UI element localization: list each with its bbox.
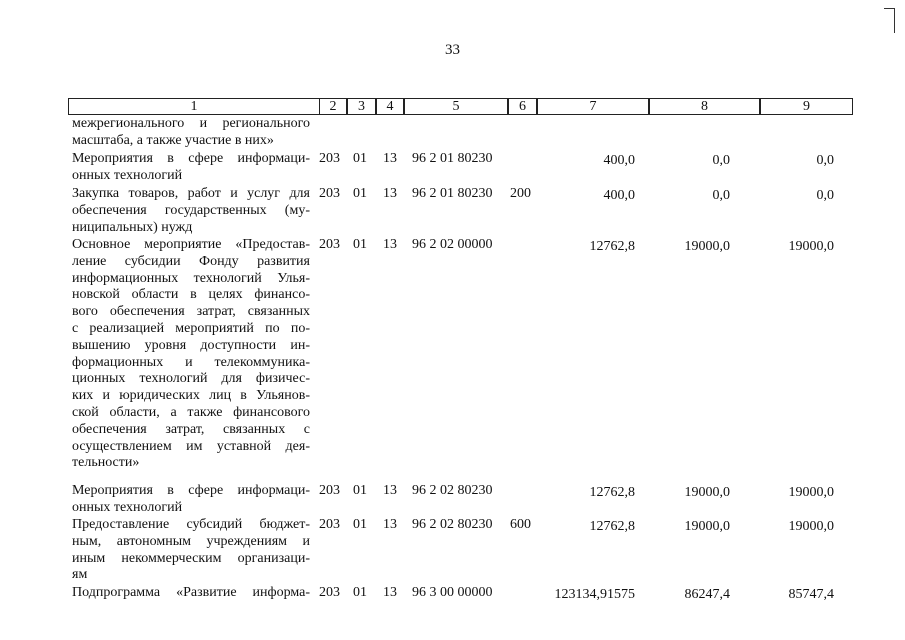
row-2-target-article-code: 96 2 01 80230: [412, 151, 493, 166]
row-2-amount-col9: 0,0: [816, 153, 834, 168]
name-line: Предоставление субсидий бюджет-: [72, 517, 310, 532]
row-3-subsection-code: 13: [383, 186, 397, 201]
row-5-grbs-code: 203: [319, 483, 340, 498]
row-5-subsection-code: 13: [383, 483, 397, 498]
row-3-amount-col8: 0,0: [712, 188, 730, 203]
row-3-grbs-code: 203: [319, 186, 340, 201]
row-7-amount-col8: 86247,4: [684, 587, 730, 602]
row-6-grbs-code: 203: [319, 517, 340, 532]
row-1-name: [72, 116, 310, 150]
header-cell-6: 6: [508, 98, 537, 115]
row-4-subsection-code: 13: [383, 237, 397, 252]
name-line: Мероприятия в сфере информаци-: [72, 483, 310, 498]
name-line: ям: [72, 567, 88, 583]
row-6-name: [72, 517, 310, 584]
header-cell-1: 1: [68, 98, 320, 115]
name-line: тельности»: [72, 455, 140, 471]
name-line: обеспечения государственных (му-: [72, 202, 310, 218]
header-cell-5: 5: [404, 98, 508, 115]
name-line: Подпрограмма «Развитие информа-: [72, 585, 310, 600]
name-line: с реализацией мероприятий по по-: [72, 320, 310, 336]
row-7-section-code: 01: [353, 585, 367, 600]
name-line: осуществлением им уставной дея-: [72, 438, 310, 454]
row-7-name: [72, 585, 310, 602]
name-line: Закупка товаров, работ и услуг для: [72, 186, 310, 201]
row-6-amount-col7: 12762,8: [589, 519, 635, 534]
row-2-grbs-code: 203: [319, 151, 340, 166]
row-5-target-article-code: 96 2 02 80230: [412, 483, 493, 498]
name-line: Мероприятия в сфере информаци-: [72, 151, 310, 166]
row-4-amount-col9: 19000,0: [788, 239, 834, 254]
row-2-amount-col7: 400,0: [603, 153, 635, 168]
header-cell-4: 4: [376, 98, 404, 115]
row-7-grbs-code: 203: [319, 585, 340, 600]
name-line: иным некоммерческим организаци-: [72, 550, 310, 566]
name-line: ниципальных) нужд: [72, 219, 193, 235]
row-2-amount-col8: 0,0: [712, 153, 730, 168]
name-line: онных технологий: [72, 167, 183, 183]
row-4-name: [72, 237, 310, 472]
row-6-target-article-code: 96 2 02 80230: [412, 517, 493, 532]
name-line: ких и юридических лиц в Ульянов-: [72, 388, 310, 404]
page-corner-mark: [884, 8, 895, 33]
name-line: ным, автономным учреждениям и: [72, 533, 310, 549]
name-line: формационных и телекоммуника-: [72, 354, 310, 370]
name-line: вого обеспечения затрат, связанных: [72, 304, 310, 320]
row-6-subsection-code: 13: [383, 517, 397, 532]
header-cell-3: 3: [347, 98, 376, 115]
row-7-amount-col7: 123134,91575: [554, 587, 635, 602]
row-4-amount-col8: 19000,0: [684, 239, 730, 254]
row-4-amount-col7: 12762,8: [589, 239, 635, 254]
header-cell-8: 8: [649, 98, 760, 115]
row-2-subsection-code: 13: [383, 151, 397, 166]
name-line: ской области, а также финансового: [72, 404, 310, 420]
row-2-section-code: 01: [353, 151, 367, 166]
row-6-amount-col8: 19000,0: [684, 519, 730, 534]
name-line: ление субсидии Фонду развития: [72, 253, 310, 269]
row-4-target-article-code: 96 2 02 00000: [412, 237, 493, 252]
row-3-section-code: 01: [353, 186, 367, 201]
row-3-amount-col9: 0,0: [816, 188, 834, 203]
row-3-amount-col7: 400,0: [603, 188, 635, 203]
row-7-amount-col9: 85747,4: [788, 587, 834, 602]
row-2-name: [72, 151, 310, 185]
row-5-amount-col7: 12762,8: [589, 485, 635, 500]
row-7-target-article-code: 96 3 00 00000: [412, 585, 493, 600]
row-5-name: [72, 483, 310, 517]
row-3-target-article-code: 96 2 01 80230: [412, 186, 493, 201]
name-line: ционных технологий для физичес-: [72, 371, 310, 387]
name-line: онных технологий: [72, 499, 183, 515]
name-line: масштаба, а также участие в них»: [72, 132, 274, 148]
row-6-expense-type-code: 600: [510, 517, 531, 532]
page-number: 33: [445, 42, 460, 58]
row-6-amount-col9: 19000,0: [788, 519, 834, 534]
row-4-section-code: 01: [353, 237, 367, 252]
row-4-grbs-code: 203: [319, 237, 340, 252]
header-cell-9: 9: [760, 98, 853, 115]
row-3-expense-type-code: 200: [510, 186, 531, 201]
row-3-name: [72, 186, 310, 236]
name-line: Основное мероприятие «Предостав-: [72, 237, 310, 252]
header-cell-7: 7: [537, 98, 649, 115]
row-7-subsection-code: 13: [383, 585, 397, 600]
row-5-amount-col8: 19000,0: [684, 485, 730, 500]
row-6-section-code: 01: [353, 517, 367, 532]
row-5-section-code: 01: [353, 483, 367, 498]
name-line: новской области в целях финансо-: [72, 287, 310, 303]
name-line: вышению уровня доступности ин-: [72, 337, 310, 353]
name-line: межрегионального и регионального: [72, 116, 310, 131]
name-line: обеспечения затрат, связанных с: [72, 421, 310, 437]
row-5-amount-col9: 19000,0: [788, 485, 834, 500]
name-line: информационных технологий Улья-: [72, 270, 310, 286]
header-cell-2: 2: [319, 98, 347, 115]
